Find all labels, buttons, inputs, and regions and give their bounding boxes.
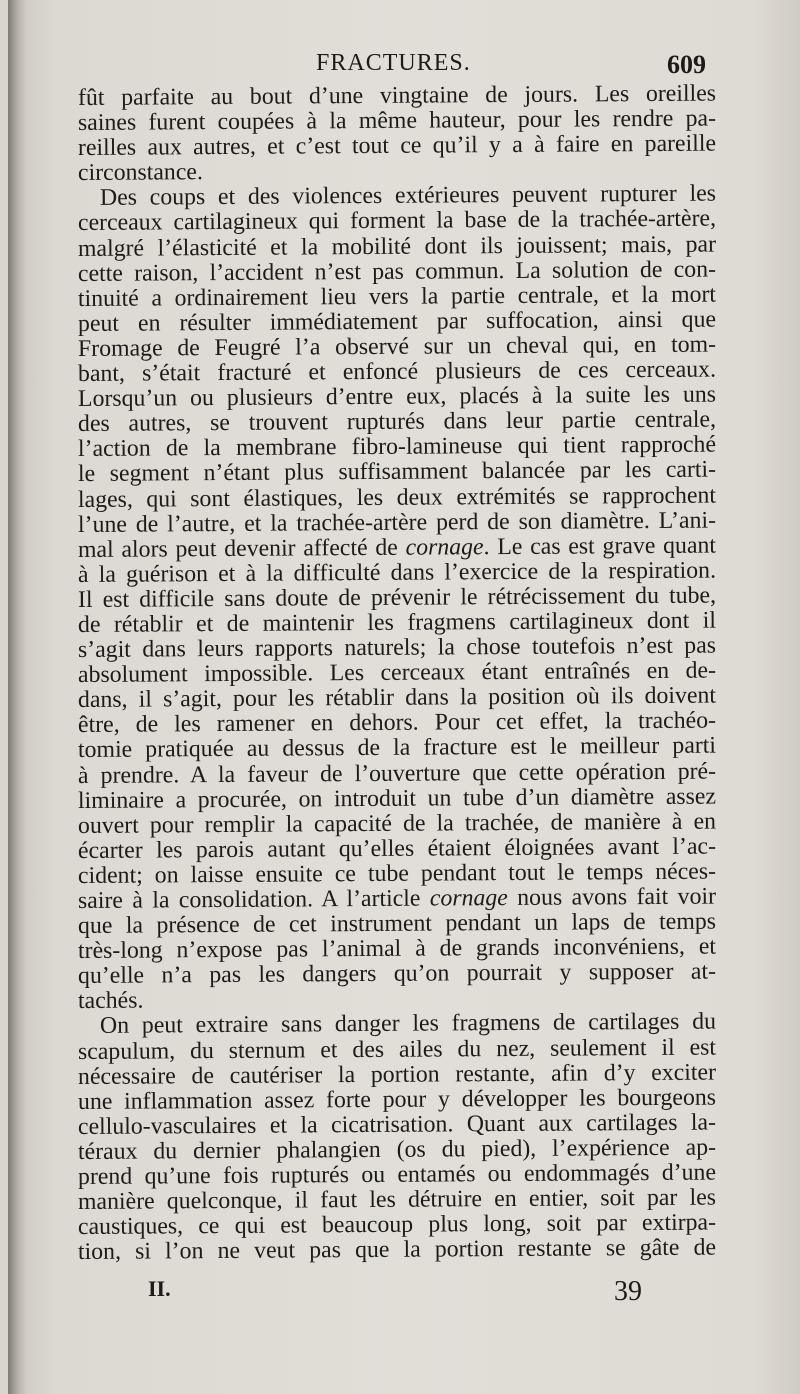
text-line: une inflammation assez forte pour y développer les bourgeons (77, 1084, 717, 1115)
text-line: tomie pratiquée au dessus de la fracture est le meilleur parti (77, 732, 717, 764)
text-line: fût parfaite au bout d’une vingtaine de jours. Les oreilles (77, 80, 717, 111)
text-line: scapulum, du sternum et des ailes du nez, seulement il est (77, 1034, 717, 1065)
sheet-number: 39 (614, 1276, 642, 1307)
text-line: nécessaire de cautériser la portion restante, afin d’y exciter (77, 1059, 717, 1090)
text-line: l’action de la membrane fibro-lamineuse qui tient rapproché (77, 431, 717, 463)
text-line: dans, il s’agit, pour les rétablir dans la position où ils doivent (77, 682, 717, 714)
text-line: reilles aux autres, et c’est tout ce qu’il y a à faire en pareille (77, 130, 717, 162)
text-line: le segment n’étant plus suffisamment balancée par les carti- (77, 456, 717, 488)
text-line: Lorsqu’un ou plusieurs d’entre eux, placés à la suite les uns (77, 381, 717, 413)
italic-term: cornage (429, 884, 508, 912)
text-line: l’une de l’autre, et la trachée-artère perd de son diamètre. L’ani- (77, 507, 717, 538)
text-line: Il est difficile sans doute de prévenir le rétrécissement du tube, (77, 582, 717, 613)
text-line: peut en résulter immédiatement par suffocation, ainsi que (77, 306, 717, 337)
italic-term: cornage (405, 533, 484, 561)
text-line: ouvert pour remplir la capacité de la trachée, de manière à en (77, 808, 717, 839)
text-line: manière quelconque, il faut les détruire en entier, soit par les (77, 1184, 717, 1216)
text-line: Fromage de Feugré l’a observé sur un cheval qui, en tom- (77, 331, 717, 362)
text-line: circonstance. (77, 159, 203, 187)
text-line: absolument impossible. Les cerceaux étant entraînés en de- (77, 657, 717, 689)
text-line: s’agit dans leurs rapports naturels; la chose toutefois n’est pas (77, 632, 717, 664)
running-title: FRACTURES. (316, 50, 471, 76)
signature-mark: II. (148, 1276, 171, 1301)
text-line: liminaire a procurée, on introduit un tube d’un diamètre assez (77, 783, 717, 814)
text-line: très-long n’expose pas l’animal à de grands inconvéniens, et (77, 933, 717, 965)
text-line: mal alors peut devenir affecté de cornage. Le cas est grave quant (77, 532, 717, 563)
text-line: cerceaux cartilagineux qui forment la base de la trachée-artère, (77, 206, 717, 237)
page-number: 609 (667, 50, 706, 79)
text-line: lages, qui sont élastiques, les deux extrémités se rapprochent (77, 482, 717, 513)
text-line: saire à la consolidation. A l’article cornage nous avons fait voir (77, 883, 717, 914)
body-text (77, 80, 717, 1266)
text-line: Des coups et des violences extérieures peuvent rupturer les (99, 180, 717, 212)
text-line: On peut extraire sans danger les fragmens de cartilages du (99, 1009, 717, 1040)
text-line: écarter les parois autant qu’elles étaient éloignées avant l’ac- (77, 833, 717, 864)
text-line: qu’elle n’a pas les dangers qu’on pourrait y supposer at- (77, 958, 717, 990)
text-line: caustiques, ce qui est beaucoup plus long, soit par extirpa- (77, 1209, 717, 1241)
text-line: cident; on laisse ensuite ce tube pendant tout le temps néces- (77, 858, 717, 889)
text-line: tachés. (77, 987, 144, 1015)
text-line: bant, s’était fracturé et enfoncé plusieurs de ces cerceaux. (77, 356, 717, 388)
text-line: saines furent coupées à la même hauteur, pour les rendre pa- (77, 105, 717, 137)
text-line: de rétablir et de maintenir les fragmens cartilagineux dont il (77, 607, 717, 638)
text-line: tinuité a ordinairement lieu vers la partie centrale, et la mort (77, 281, 717, 312)
page-footer (0, 1276, 800, 1312)
text-line: téraux du dernier phalangien (os du pied), l’expérience ap- (77, 1134, 717, 1165)
text-line: tion, si l’on ne veut pas que la portion restante se gâte de (77, 1234, 717, 1266)
text-line: cette raison, l’accident n’est pas commun. La solution de con- (77, 256, 717, 287)
text-line: à la guérison et à la difficulté dans l’exercice de la respiration. (77, 557, 717, 588)
page-binding-shadow (8, 0, 26, 1394)
text-line: des autres, se trouvent rupturés dans leur partie centrale, (77, 406, 717, 438)
text-line: être, de les ramener en dehors. Pour cet effet, la trachéo- (77, 707, 717, 739)
text-line: à prendre. A la faveur de l’ouverture que cette opération pré- (77, 758, 717, 789)
text-line: prend qu’une fois rupturés ou entamés ou endommagés d’une (77, 1159, 717, 1191)
text-line: cellulo-vasculaires et la cicatrisation. Quant aux cartilages la- (77, 1109, 717, 1140)
text-line: malgré l’élasticité et la mobilité dont ils jouissent; mais, par (77, 231, 717, 262)
text-line: que la présence de cet instrument pendant un laps de temps (77, 908, 717, 940)
